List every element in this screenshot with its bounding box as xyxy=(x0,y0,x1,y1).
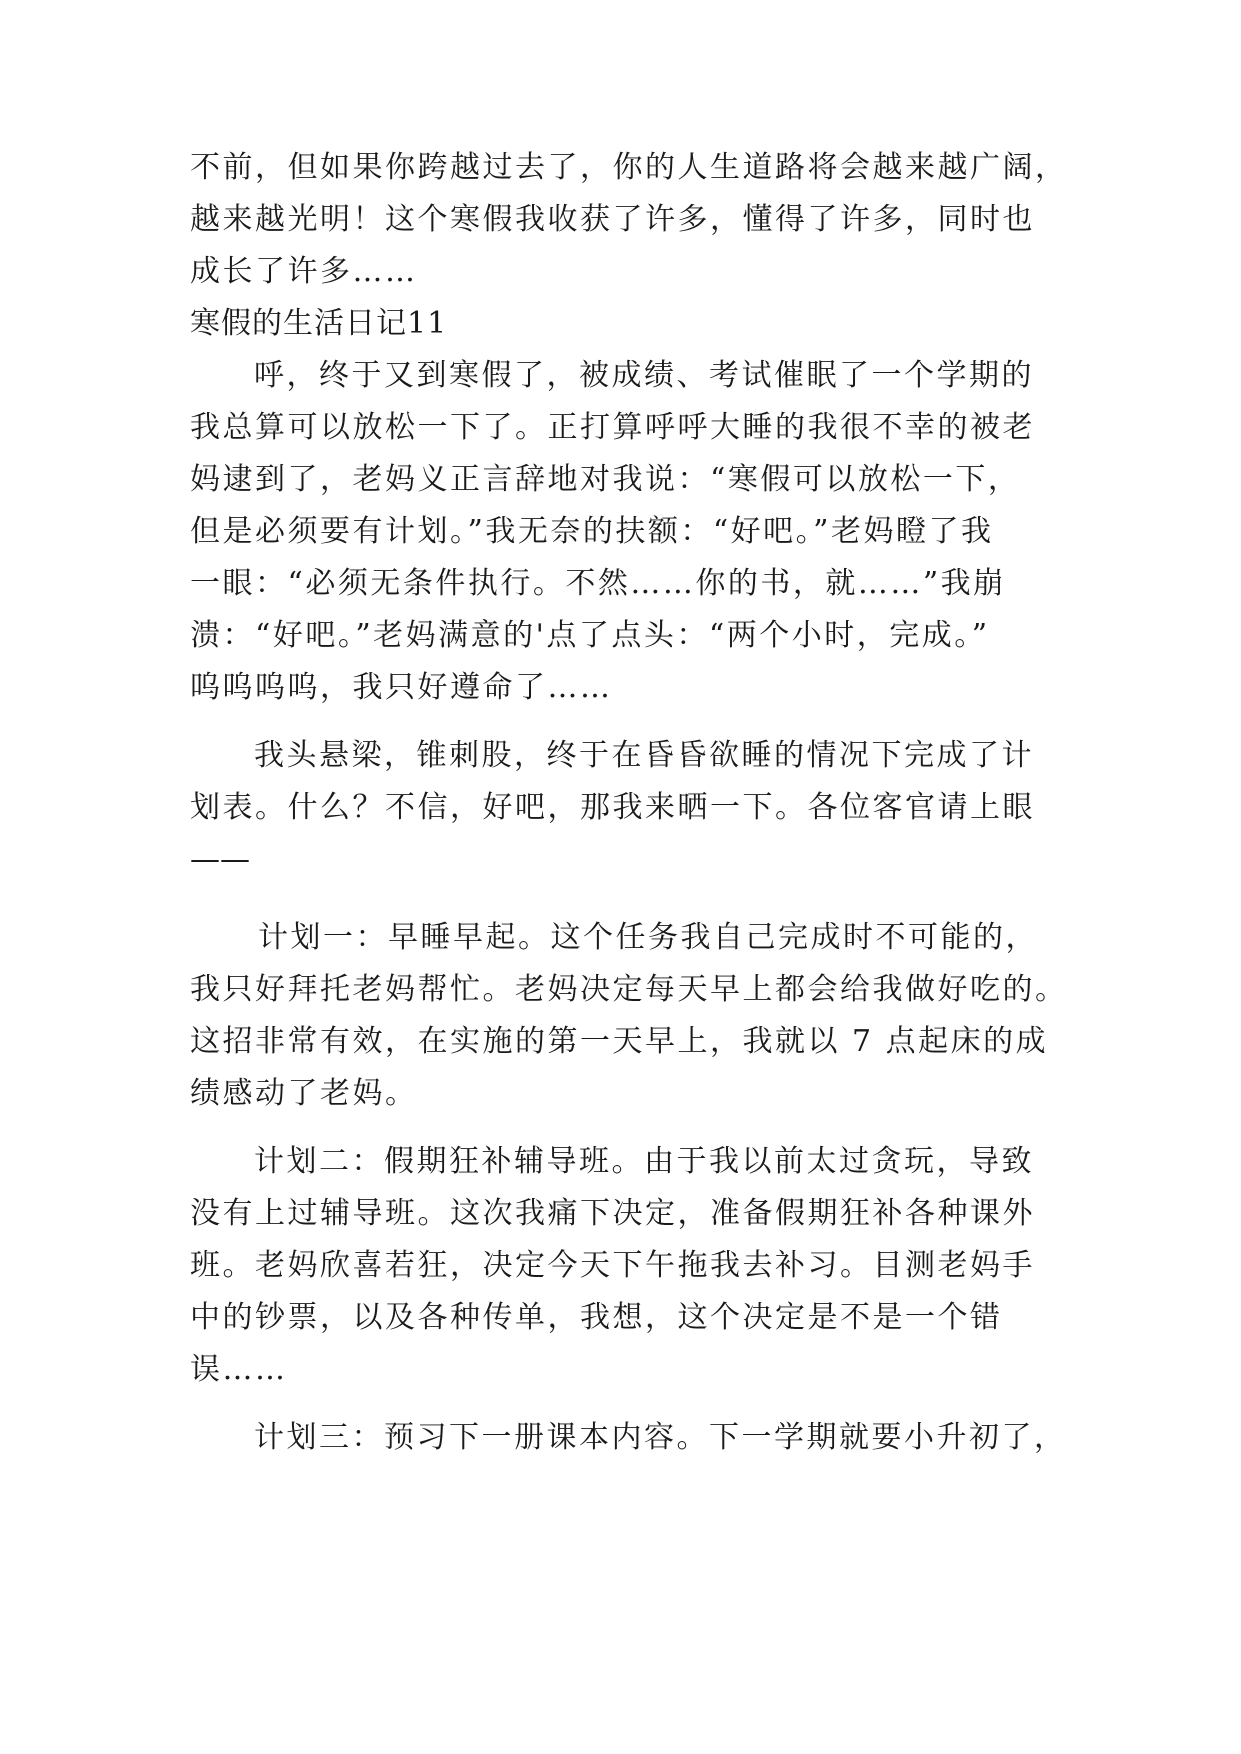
intro-line-3: 成长了许多…… xyxy=(190,254,418,289)
plan2-line-2: 没有上过辅导班。这次我痛下决定，准备假期狂补各种课外 xyxy=(190,1196,1035,1231)
plan1-line-1: 计划一：早睡早起。这个任务我自己完成时不可能的， xyxy=(258,920,1038,955)
para2-line-2: 划表。什么？不信，好吧，那我来晒一下。各位客官请上眼 xyxy=(190,790,1035,825)
para1-line-3: 妈逮到了，老妈义正言辞地对我说：“寒假可以放松一下， xyxy=(190,462,1021,497)
para1-line-7: 呜呜呜呜，我只好遵命了…… xyxy=(190,670,613,705)
plan1-line-2: 我只好拜托老妈帮忙。老妈决定每天早上都会给我做好吃的。 xyxy=(190,972,1068,1007)
para1-line-4: 但是必须要有计划。”我无奈的扶额：“好吧。”老妈瞪了我 xyxy=(190,514,994,549)
plan2-line-3: 班。老妈欣喜若狂，决定今天下午拖我去补习。目测老妈手 xyxy=(190,1248,1035,1283)
section-title: 寒假的生活日记11 xyxy=(190,306,448,341)
plan2-line-5: 误…… xyxy=(190,1352,288,1387)
para2-line-1: 我头悬梁，锥刺股，终于在昏昏欲睡的情况下完成了计 xyxy=(254,738,1034,773)
plan3-line-1: 计划三：预习下一册课本内容。下一学期就要小升初了， xyxy=(254,1420,1067,1455)
plan2-line-4: 中的钞票，以及各种传单，我想，这个决定是不是一个错 xyxy=(190,1300,1003,1335)
plan2-line-1: 计划二：假期狂补辅导班。由于我以前太过贪玩，导致 xyxy=(254,1144,1034,1179)
para1-line-2: 我总算可以放松一下了。正打算呼呼大睡的我很不幸的被老 xyxy=(190,410,1035,445)
para1-line-6: 溃：“好吧。”老妈满意的'点了点头：“两个小时，完成。” xyxy=(190,618,990,653)
para1-line-5: 一眼：“必须无条件执行。不然……你的书，就……”我崩 xyxy=(190,566,1006,601)
para1-line-1: 呼，终于又到寒假了，被成绩、考试催眠了一个学期的 xyxy=(254,358,1034,393)
para2-line-3: —— xyxy=(190,842,250,877)
intro-line-1: 不前，但如果你跨越过去了，你的人生道路将会越来越广阔， xyxy=(190,150,1068,185)
plan1-line-4: 绩感动了老妈。 xyxy=(190,1076,418,1111)
plan1-line-3: 这招非常有效，在实施的第一天早上，我就以 7 点起床的成 xyxy=(190,1024,1049,1059)
intro-line-2: 越来越光明！这个寒假我收获了许多，懂得了许多，同时也 xyxy=(190,202,1035,237)
